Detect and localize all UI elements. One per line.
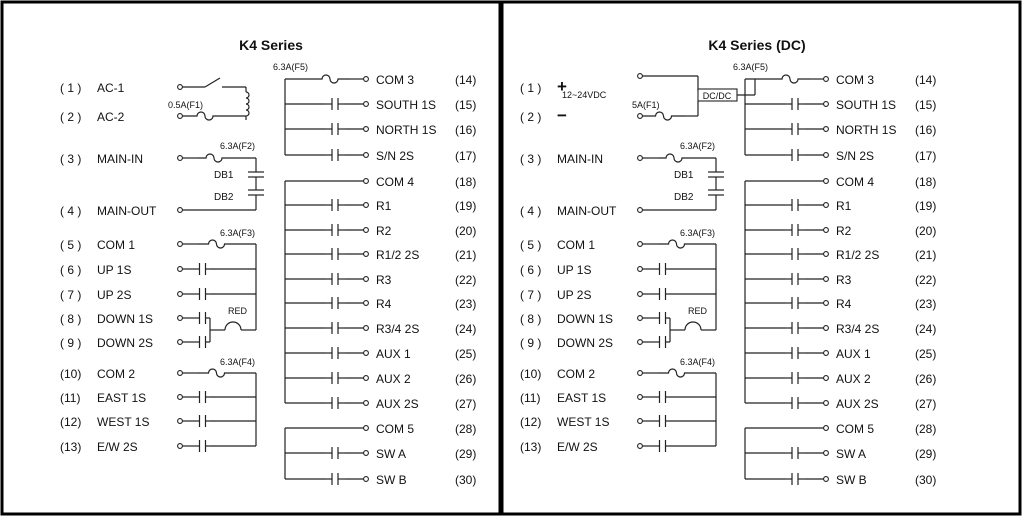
fuse-label: 6.3A(F5) — [273, 62, 309, 72]
output-label: AUX 2S — [836, 397, 879, 411]
terminal-number: (13) — [60, 440, 82, 454]
output-label: NORTH 1S — [836, 123, 897, 137]
output-label: AUX 1 — [836, 347, 871, 361]
red-label: RED — [228, 306, 248, 316]
terminal-number: ( 5 ) — [520, 238, 542, 252]
fuse-label: 0.5A(F1) — [168, 100, 204, 110]
output-number: (19) — [915, 199, 937, 213]
terminal-node — [178, 267, 183, 272]
output-node — [364, 376, 369, 381]
db2-label: DB2 — [674, 192, 694, 203]
output-label: COM 3 — [836, 73, 875, 87]
output-label: SW B — [836, 473, 867, 487]
output-label: R1/2 2S — [376, 248, 420, 262]
terminal-label: EAST 1S — [557, 391, 607, 405]
terminal-node — [178, 316, 183, 321]
output-node — [824, 451, 829, 456]
output-node — [364, 326, 369, 331]
db2-label: DB2 — [214, 192, 234, 203]
output-node — [824, 477, 829, 482]
output-label: R3 — [376, 273, 392, 287]
output-node — [824, 77, 829, 82]
terminal-node — [178, 242, 183, 247]
output-node — [824, 277, 829, 282]
terminal-label: + — [557, 77, 567, 96]
output-number: (30) — [455, 473, 477, 487]
red-label: RED — [688, 306, 708, 316]
output-label: SOUTH 1S — [836, 98, 897, 112]
output-number: (23) — [915, 297, 937, 311]
output-number: (28) — [915, 422, 937, 436]
terminal-node — [638, 267, 643, 272]
output-number: (28) — [455, 422, 477, 436]
terminal-label: UP 2S — [97, 288, 132, 302]
fuse-symbol — [770, 75, 810, 83]
output-number: (22) — [915, 273, 937, 287]
output-label: R2 — [376, 224, 392, 238]
fuse-symbol — [658, 240, 695, 248]
db1-label: DB1 — [674, 170, 694, 181]
terminal-number: ( 6 ) — [520, 263, 542, 277]
output-number: (16) — [455, 123, 477, 137]
terminal-label: DOWN 1S — [557, 312, 614, 326]
terminal-number: ( 7 ) — [60, 288, 82, 302]
output-node — [364, 477, 369, 482]
output-label: COM 5 — [376, 422, 415, 436]
terminal-node — [638, 156, 643, 161]
terminal-node — [178, 395, 183, 400]
terminal-number: (12) — [520, 415, 542, 429]
output-node — [364, 153, 369, 158]
output-node — [364, 401, 369, 406]
switch-wire — [205, 78, 220, 87]
terminal-label: AC-2 — [97, 110, 125, 124]
output-number: (23) — [455, 297, 477, 311]
coil-symbol — [246, 110, 249, 116]
terminal-node — [178, 156, 183, 161]
output-label: R3 — [836, 273, 852, 287]
terminal-number: ( 6 ) — [60, 263, 82, 277]
terminal-label: E/W 2S — [97, 440, 138, 454]
output-label: R1/2 2S — [836, 248, 880, 262]
terminal-number: ( 8 ) — [60, 312, 82, 326]
output-node — [824, 179, 829, 184]
output-number: (22) — [455, 273, 477, 287]
left-panel-border — [2, 2, 500, 514]
terminal-number: ( 2 ) — [60, 110, 82, 124]
output-node — [824, 252, 829, 257]
output-label: R2 — [836, 224, 852, 238]
output-number: (17) — [455, 149, 477, 163]
terminal-number: ( 1 ) — [520, 81, 542, 95]
terminal-number: ( 9 ) — [520, 336, 542, 350]
terminal-label: MAIN-IN — [97, 152, 143, 166]
terminal-label: UP 2S — [557, 288, 592, 302]
output-label: COM 5 — [836, 422, 875, 436]
output-label: SW A — [376, 447, 407, 461]
output-number: (25) — [455, 347, 477, 361]
output-node — [364, 426, 369, 431]
output-label: NORTH 1S — [376, 123, 437, 137]
terminal-label: COM 2 — [97, 367, 136, 381]
terminal-label: WEST 1S — [97, 415, 150, 429]
fuse-symbol — [198, 369, 235, 377]
terminal-label: COM 1 — [97, 238, 136, 252]
output-node — [364, 203, 369, 208]
terminal-node — [638, 395, 643, 400]
output-number: (19) — [455, 199, 477, 213]
fuse-label: 6.3A(F5) — [733, 62, 769, 72]
terminal-label: − — [557, 106, 567, 125]
output-label: R1 — [376, 199, 392, 213]
terminal-node — [178, 114, 183, 119]
output-label: COM 3 — [376, 73, 415, 87]
output-number: (18) — [915, 175, 937, 189]
output-label: COM 4 — [836, 175, 875, 189]
terminal-number: ( 3 ) — [60, 152, 82, 166]
output-number: (21) — [915, 248, 937, 262]
terminal-label: EAST 1S — [97, 391, 147, 405]
terminal-number: (10) — [520, 367, 542, 381]
output-label: R4 — [376, 297, 392, 311]
fuse-symbol — [658, 369, 695, 377]
terminal-label: UP 1S — [97, 263, 132, 277]
output-number: (15) — [455, 98, 477, 112]
terminal-label: AC-1 — [97, 81, 125, 95]
output-node — [364, 77, 369, 82]
output-label: S/N 2S — [836, 149, 875, 163]
output-number: (26) — [915, 372, 937, 386]
terminal-label: WEST 1S — [557, 415, 610, 429]
terminal-label: COM 2 — [557, 367, 596, 381]
output-number: (26) — [455, 372, 477, 386]
output-number: (27) — [915, 397, 937, 411]
converter-label: DC/DC — [702, 91, 732, 101]
terminal-node — [638, 371, 643, 376]
output-node — [364, 277, 369, 282]
terminal-label: COM 1 — [557, 238, 596, 252]
terminal-label: DOWN 1S — [97, 312, 154, 326]
output-node — [364, 451, 369, 456]
terminal-number: ( 8 ) — [520, 312, 542, 326]
output-label: R3/4 2S — [836, 322, 880, 336]
output-node — [364, 301, 369, 306]
output-number: (24) — [455, 322, 477, 336]
terminal-number: ( 5 ) — [60, 238, 82, 252]
output-label: R4 — [836, 297, 852, 311]
terminal-number: ( 3 ) — [520, 152, 542, 166]
terminal-number: (10) — [60, 367, 82, 381]
terminal-node — [638, 444, 643, 449]
output-number: (14) — [455, 73, 477, 87]
terminal-node — [178, 292, 183, 297]
terminal-number: ( 9 ) — [60, 336, 82, 350]
output-number: (25) — [915, 347, 937, 361]
terminal-number: (11) — [60, 391, 81, 405]
output-node — [824, 228, 829, 233]
output-node — [824, 102, 829, 107]
output-number: (14) — [915, 73, 937, 87]
coil-symbol — [246, 98, 249, 104]
terminal-node — [178, 85, 183, 90]
panel-title: K4 Series (DC) — [708, 37, 806, 53]
fuse-symbol — [198, 154, 230, 162]
terminal-node — [638, 74, 643, 79]
red-fuse-symbol — [225, 322, 241, 330]
fuse-label: 6.3A(F2) — [220, 141, 256, 151]
panel-title: K4 Series — [239, 37, 303, 53]
output-label: AUX 1 — [376, 347, 411, 361]
output-node — [824, 351, 829, 356]
output-number: (20) — [915, 224, 937, 238]
terminal-node — [178, 208, 183, 213]
coil-symbol — [246, 104, 249, 110]
terminal-node — [178, 444, 183, 449]
terminal-node — [638, 208, 643, 213]
terminal-label: DOWN 2S — [557, 336, 614, 350]
output-node — [364, 228, 369, 233]
output-node — [824, 153, 829, 158]
terminal-number: ( 4 ) — [60, 204, 82, 218]
output-number: (20) — [455, 224, 477, 238]
fuse-label: 6.3A(F3) — [220, 228, 256, 238]
terminal-label: UP 1S — [557, 263, 592, 277]
terminal-label: MAIN-OUT — [557, 204, 617, 218]
output-number: (30) — [915, 473, 937, 487]
terminal-label: DOWN 2S — [97, 336, 154, 350]
coil-symbol — [246, 92, 249, 98]
terminal-number: ( 2 ) — [520, 110, 542, 124]
terminal-node — [638, 316, 643, 321]
fuse-label: 6.3A(F4) — [680, 357, 716, 367]
output-label: SW A — [836, 447, 867, 461]
fuse-symbol — [198, 240, 235, 248]
output-label: AUX 2 — [836, 372, 871, 386]
terminal-node — [638, 242, 643, 247]
terminal-node — [178, 419, 183, 424]
terminal-number: ( 1 ) — [60, 81, 82, 95]
fuse-symbol — [310, 75, 350, 83]
output-number: (29) — [915, 447, 937, 461]
output-node — [824, 127, 829, 132]
output-node — [364, 127, 369, 132]
output-node — [364, 351, 369, 356]
db1-label: DB1 — [214, 170, 234, 181]
terminal-node — [178, 371, 183, 376]
terminal-number: (11) — [520, 391, 541, 405]
output-label: COM 4 — [376, 175, 415, 189]
output-label: S/N 2S — [376, 149, 415, 163]
terminal-number: (13) — [520, 440, 542, 454]
output-node — [364, 252, 369, 257]
output-number: (21) — [455, 248, 477, 262]
terminal-label: MAIN-IN — [557, 152, 603, 166]
output-number: (29) — [455, 447, 477, 461]
fuse-label: 5A(F1) — [632, 100, 660, 110]
fuse-symbol — [642, 112, 685, 120]
output-node — [364, 179, 369, 184]
output-number: (17) — [915, 149, 937, 163]
k4-series-panel — [60, 37, 476, 487]
output-number: (18) — [455, 175, 477, 189]
output-number: (24) — [915, 322, 937, 336]
terminal-number: (12) — [60, 415, 82, 429]
output-number: (15) — [915, 98, 937, 112]
output-number: (16) — [915, 123, 937, 137]
red-fuse-symbol — [685, 322, 701, 330]
fuse-label: 6.3A(F3) — [680, 228, 716, 238]
terminal-number: ( 7 ) — [520, 288, 542, 302]
output-label: R1 — [836, 199, 852, 213]
output-node — [364, 102, 369, 107]
output-label: SOUTH 1S — [376, 98, 437, 112]
output-node — [824, 426, 829, 431]
terminal-node — [178, 340, 183, 345]
output-node — [824, 376, 829, 381]
output-label: SW B — [376, 473, 407, 487]
terminal-node — [638, 419, 643, 424]
output-label: AUX 2 — [376, 372, 411, 386]
supply-label: 12~24VDC — [562, 90, 607, 100]
output-node — [824, 203, 829, 208]
k4-series-dc-panel — [520, 37, 936, 487]
output-node — [824, 326, 829, 331]
fuse-symbol — [658, 154, 690, 162]
output-label: R3/4 2S — [376, 322, 420, 336]
fuse-symbol — [182, 112, 228, 120]
terminal-node — [638, 340, 643, 345]
terminal-node — [638, 114, 643, 119]
terminal-label: E/W 2S — [557, 440, 598, 454]
fuse-label: 6.3A(F2) — [680, 141, 716, 151]
output-node — [824, 401, 829, 406]
output-label: AUX 2S — [376, 397, 419, 411]
terminal-label: MAIN-OUT — [97, 204, 157, 218]
output-node — [824, 301, 829, 306]
fuse-label: 6.3A(F4) — [220, 357, 256, 367]
terminal-node — [638, 292, 643, 297]
terminal-number: ( 4 ) — [520, 204, 542, 218]
output-number: (27) — [455, 397, 477, 411]
